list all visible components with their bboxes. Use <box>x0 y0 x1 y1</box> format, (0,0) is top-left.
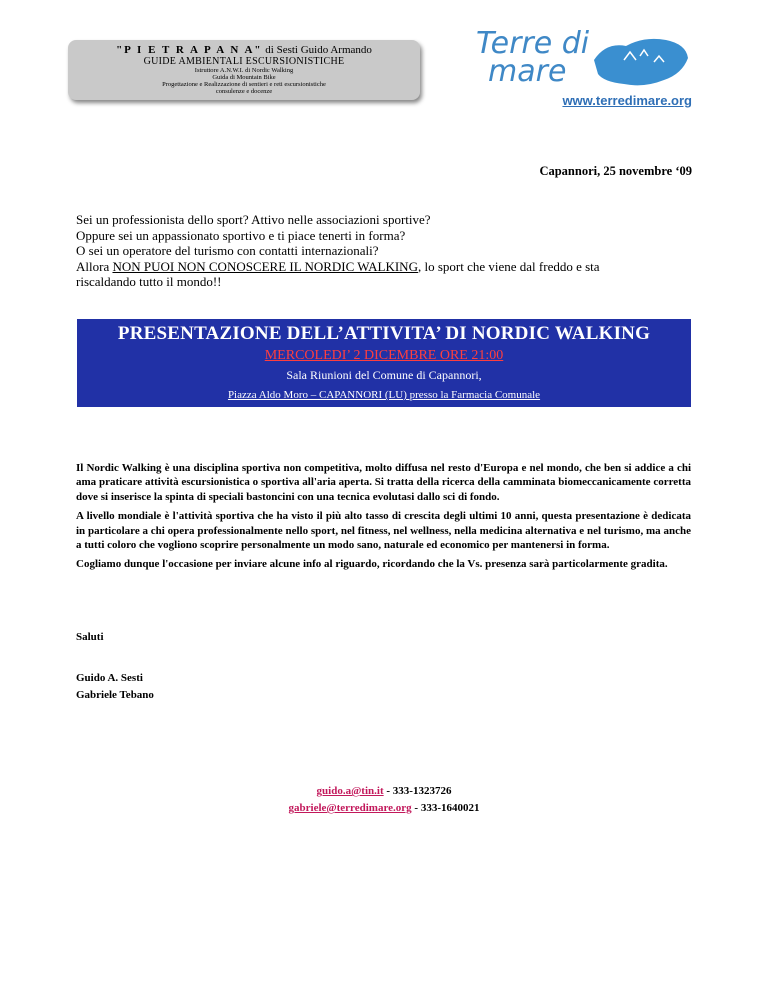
contact-row <box>0 783 768 800</box>
letterhead-line4: Guida di Mountain Bike <box>212 74 276 81</box>
event-banner <box>77 319 691 407</box>
intro-line4-post: , lo sport che viene dal freddo e sta <box>417 258 600 274</box>
logo-wordmark <box>476 26 590 89</box>
brand-name: "P I E T R A P A N A" <box>116 44 263 56</box>
intro-line4 <box>76 259 696 275</box>
website-link[interactable]: www.terredimare.org <box>562 93 692 108</box>
intro-line4-pre: Allora <box>76 258 113 274</box>
body-paragraph-1: Il Nordic Walking è una disciplina sportiva non competitiva, molto diffusa nel resto d'Europa e nel mondo, che ben si addice a chi ama praticare attività escursionistica o sportiva all'aria aperta. Si tratta della ricerca della camminata biomeccanicamente corretta dove si inserisce la spinta di speciali bastoncini con una tecnica evolutasi dallo sci di fondo. <box>76 462 691 503</box>
letterhead-line1 <box>68 45 420 56</box>
brand-owner: di Sesti Guido Armando <box>262 44 372 56</box>
contact-row <box>0 800 768 817</box>
contact-phone: - 333-1640021 <box>411 802 480 814</box>
letterhead-box <box>68 40 420 100</box>
intro-text <box>76 212 696 290</box>
letterhead-line3: Istruttore A.N.W.I. di Nordic Walking <box>194 67 294 74</box>
event-date: MERCOLEDI’ 2 DICEMBRE ORE 21:00 <box>264 348 504 363</box>
body-paragraph-2: A livello mondiale è l'attività sportiva che ha visto il più alto tasso di crescita degli ultimi 10 anni, questa presentazione è dedicata in particolare a chi opera professionalmente nello sport, nel fitness, nel wellness, nella medicina alternativa e nel turismo, ma anche a tutti coloro che vogliono scoprire personalmente un modo sano, naturale ed economico per mantenersi in forma. <box>76 510 691 552</box>
contact-phone: - 333-1323726 <box>383 785 452 797</box>
body-text <box>76 461 691 577</box>
intro-line5: riscaldando tutto il mondo!! <box>76 274 222 289</box>
letterhead-title: GUIDE AMBIENTALI ESCURSIONISTICHE <box>143 56 345 67</box>
signature-name-2: Gabriele Tebano <box>76 689 154 701</box>
terre-di-mare-logo <box>476 26 691 90</box>
letter-date: Capannori, 25 novembre ‘09 <box>539 164 692 178</box>
email-link-gabriele[interactable]: gabriele@terredimare.org <box>288 802 412 814</box>
intro-line1: Sei un professionista dello sport? Attivo nelle associazioni sportive? <box>76 212 431 227</box>
email-link-guido[interactable]: guido.a@tin.it <box>316 785 384 797</box>
body-paragraph-3: Cogliamo dunque l'occasione per inviare alcune info al riguardo, ricordando che la Vs. presenza sarà particolarmente gradita. <box>76 558 668 571</box>
letterhead-line6: consulenze e docenze <box>215 88 273 95</box>
contacts <box>0 783 768 817</box>
intro-line2: Oppure sei un appassionato sportivo e ti piace tenerti in forma? <box>76 227 406 243</box>
event-address: Piazza Aldo Moro – CAPANNORI (LU) presso la Farmacia Comunale <box>227 389 541 401</box>
signature-name-1: Guido A. Sesti <box>76 672 143 684</box>
greeting: Saluti <box>76 631 104 643</box>
logo-line2: mare <box>488 54 567 89</box>
letterhead-line5: Progettazione e Realizzazione di sentieri e reti escursionistiche <box>162 81 326 88</box>
event-place: Sala Riunioni del Comune di Capannori, <box>286 368 482 382</box>
logo-line1: Terre di <box>476 26 590 61</box>
intro-line3: O sei un operatore del turismo con contatti internazionali? <box>76 243 379 258</box>
intro-highlight: NON PUOI NON CONOSCERE IL NORDIC WALKING <box>112 258 418 274</box>
event-title: PRESENTAZIONE DELL’ATTIVITA’ DI NORDIC WALKING <box>117 323 651 344</box>
